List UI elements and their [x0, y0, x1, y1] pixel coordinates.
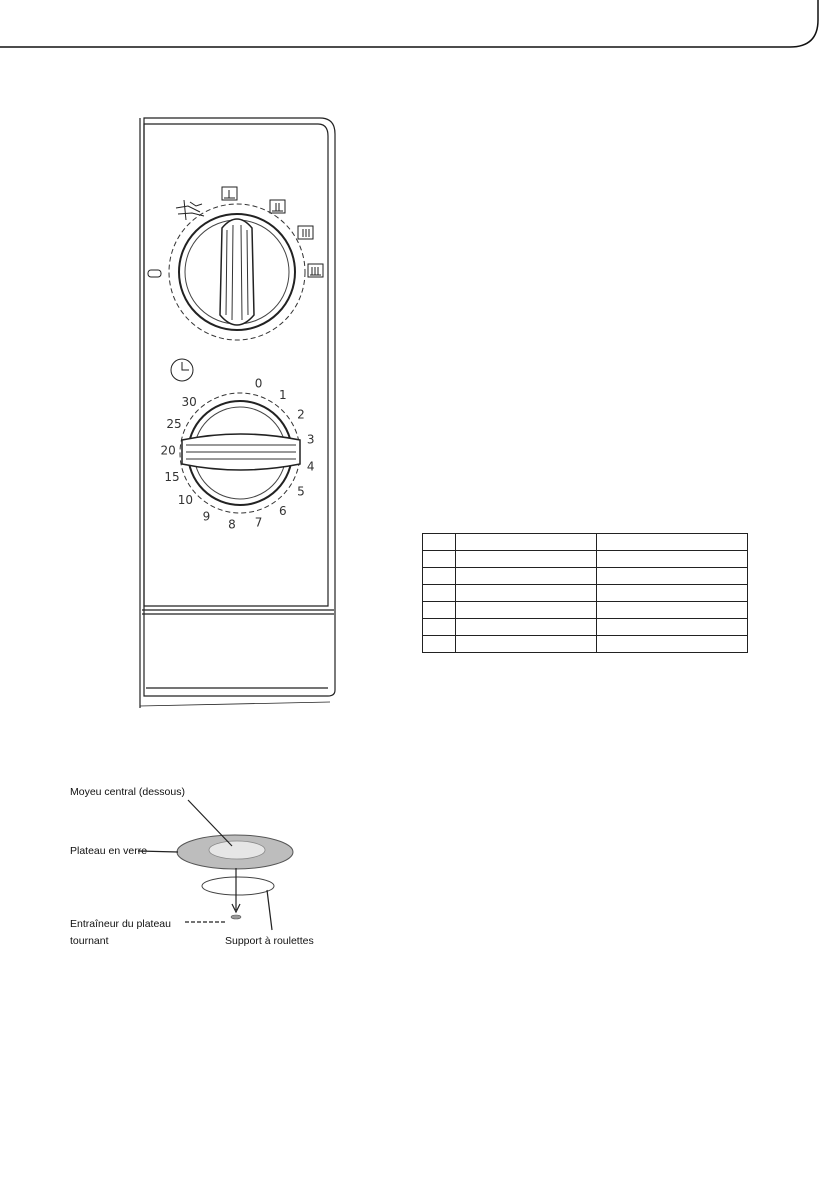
table-row: [423, 636, 748, 653]
timer-number: 30: [181, 395, 197, 410]
table-cell: [456, 619, 597, 636]
timer-number: 10: [177, 493, 194, 507]
coupler: [231, 915, 241, 919]
turntable-diagram: [60, 780, 340, 960]
table-cell: [423, 551, 456, 568]
low-power-icon: [148, 270, 161, 277]
roller-ring: [202, 877, 274, 895]
glass-tray-label: Plateau en verre: [70, 845, 148, 857]
timer-number: 8: [228, 517, 236, 532]
power-level-1-icon: [222, 187, 237, 200]
clock-icon: [171, 359, 193, 381]
table-row: [423, 534, 748, 551]
table-cell: [423, 534, 456, 551]
table-cell: [423, 585, 456, 602]
table-row: [423, 585, 748, 602]
power-level-table: [422, 533, 748, 653]
table-cell: [456, 534, 597, 551]
power-dial[interactable]: [148, 187, 323, 340]
timer-number: 4: [306, 459, 315, 474]
table-cell: [597, 602, 748, 619]
power-level-4-icon: [308, 264, 323, 277]
table-cell: [597, 619, 748, 636]
timer-number: 0: [254, 376, 263, 391]
table-cell: [597, 568, 748, 585]
table-cell: [597, 551, 748, 568]
timer-dial[interactable]: [160, 377, 314, 532]
table-cell: [597, 636, 748, 653]
timer-number: 7: [254, 515, 263, 530]
power-level-3-icon: [298, 226, 313, 239]
timer-number: 15: [164, 469, 180, 484]
table-row: [423, 619, 748, 636]
table-cell: [456, 602, 597, 619]
table-cell: [423, 619, 456, 636]
coupler-label-line1: Entraîneur du plateau: [70, 918, 171, 930]
timer-number: 5: [297, 484, 305, 499]
table-cell: [423, 636, 456, 653]
timer-number: 6: [278, 503, 287, 518]
defrost-icon: [176, 200, 204, 220]
control-panel-diagram: [130, 110, 340, 710]
timer-number: 2: [297, 407, 305, 422]
timer-number: 3: [306, 432, 315, 447]
glass-tray: [177, 835, 293, 869]
table-cell: [456, 551, 597, 568]
table-row: [423, 602, 748, 619]
table-cell: [456, 585, 597, 602]
hub-label: Moyeu central (dessous): [70, 786, 185, 798]
timer-number: 25: [166, 417, 182, 432]
table-cell: [456, 568, 597, 585]
roller-ring-label: Support à roulettes: [225, 935, 314, 947]
timer-number: 1: [278, 388, 287, 403]
table-cell: [423, 602, 456, 619]
table-cell: [456, 636, 597, 653]
timer-number: 9: [202, 509, 211, 524]
table-row: [423, 551, 748, 568]
power-level-2-icon: [270, 200, 285, 213]
coupler-label-line2: tournant: [70, 935, 109, 947]
table-row: [423, 568, 748, 585]
table-cell: [423, 568, 456, 585]
table-cell: [597, 534, 748, 551]
timer-number: 20: [160, 443, 176, 458]
table-cell: [597, 585, 748, 602]
panel-outline: [140, 118, 335, 708]
